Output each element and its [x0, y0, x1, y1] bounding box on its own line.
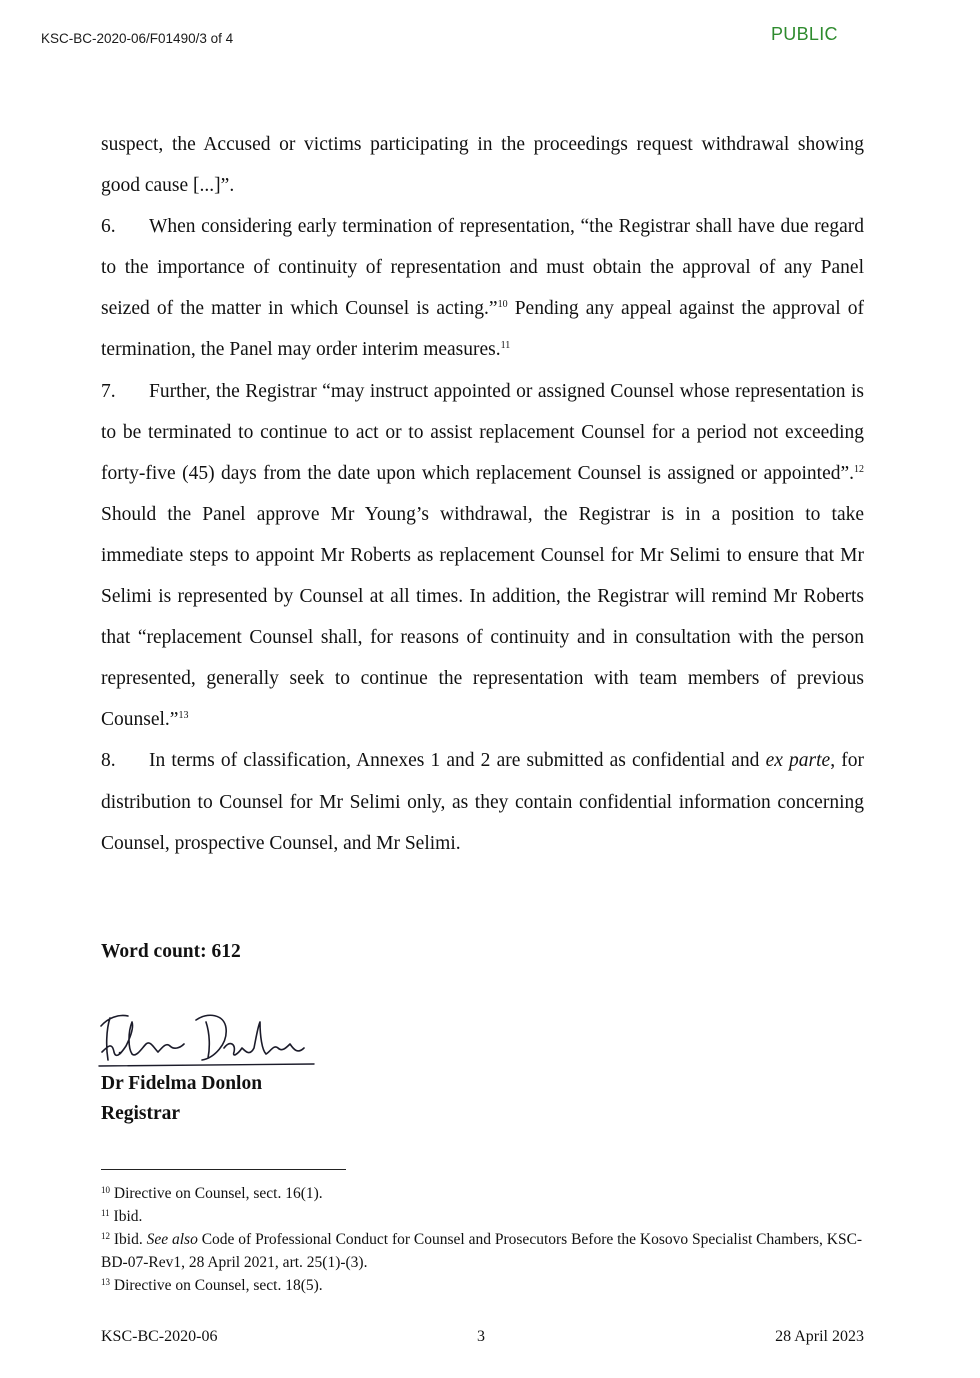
footnote-number: 10: [101, 1185, 110, 1195]
paragraph-6: [101, 206, 864, 370]
paragraph-italic-text: ex parte: [765, 750, 831, 772]
paragraph-text: In terms of classification, Annexes 1 and 2 are submitted as confidential and: [149, 750, 766, 772]
footnote-text: Code of Professional Conduct for Counsel and Prosecutors Before the Kosovo Specialist Chambers, KSC-BD-07-Rev1, 28 April 2021, art. 25(1)-(3).: [101, 1231, 863, 1271]
paragraph-text: Further, the Registrar “may instruct appointed or assigned Counsel whose representation is to be terminated to continue to act or to assist replacement Counsel for a period not exceeding forty-five (45) days from the date upon which replacement Counsel is assigned or appointed”.: [101, 380, 864, 484]
footnote: [101, 1228, 865, 1274]
footer-case-number: KSC-BC-2020-06: [101, 1328, 218, 1345]
footnote-number: 13: [101, 1277, 110, 1287]
classification-label: PUBLIC: [771, 24, 838, 44]
signatory-title: Registrar: [101, 1103, 181, 1124]
paragraph-text: , for distribution to Counsel for Mr Selimi only, as they contain confidential information concerning Counsel, prospective Counsel, and Mr Selimi.: [101, 750, 864, 854]
footnote-text: Ibid.: [113, 1208, 143, 1225]
footnote: [101, 1205, 865, 1228]
footer-date: 28 April 2023: [775, 1328, 864, 1345]
document-reference: KSC-BC-2020-06/F01490/3 of 4: [41, 31, 234, 46]
footnote: [101, 1182, 865, 1205]
footnote-ref[interactable]: 10: [497, 299, 508, 311]
footnote-separator: [101, 1169, 346, 1170]
paragraph-number: 6.: [101, 216, 116, 238]
signatory-name: Dr Fidelma Donlon: [101, 1073, 263, 1094]
paragraph-8: [101, 740, 864, 863]
footnote-italic-text: See also: [146, 1231, 198, 1248]
paragraph-number: 8.: [101, 750, 116, 772]
paragraph-text: Pending any appeal against the approval of termination, the Panel may order interim measures.: [101, 298, 864, 361]
paragraph-number: 7.: [101, 380, 116, 402]
paragraph-7: [101, 371, 864, 741]
footnote-ref[interactable]: 13: [178, 710, 189, 722]
paragraph-text: When considering early termination of representation, “the Registrar shall have due regard to the importance of continuity of representation and must obtain the approval of any Panel seized of the matter in which Counsel is acting.”: [101, 216, 864, 320]
paragraph-continued: suspect, the Accused or victims participating in the proceedings request withdrawal showing good cause [...]”.: [101, 134, 864, 197]
footnote: [101, 1274, 865, 1297]
word-count: Word count: 612: [101, 941, 241, 962]
handwritten-signature: [98, 1008, 320, 1070]
footnote-number: 11: [101, 1208, 110, 1218]
footnotes: [101, 1182, 865, 1297]
footnote-text: Directive on Counsel, sect. 16(1).: [113, 1185, 323, 1202]
footnote-number: 12: [101, 1231, 110, 1241]
footnote-ref[interactable]: 11: [500, 340, 511, 352]
footnote-text: Directive on Counsel, sect. 18(5).: [113, 1277, 323, 1294]
footnote-text: Ibid.: [113, 1231, 147, 1248]
footnote-ref[interactable]: 12: [854, 463, 864, 475]
paragraph-text: Should the Panel approve Mr Young’s withdrawal, the Registrar is in a position to take immediate steps to appoint Mr Roberts as replacement Counsel for Mr Selimi to ensure that Mr Selimi is represented by Counsel at all times. In addition, the Registrar will remind Mr Roberts that “replacement Counsel shall, for reasons of continuity and in consultation with the person represented, generally seek to continue the representation with team members of previous Counsel.”: [101, 503, 864, 731]
footer-page-number: 3: [477, 1328, 485, 1345]
document-body: [101, 124, 864, 864]
